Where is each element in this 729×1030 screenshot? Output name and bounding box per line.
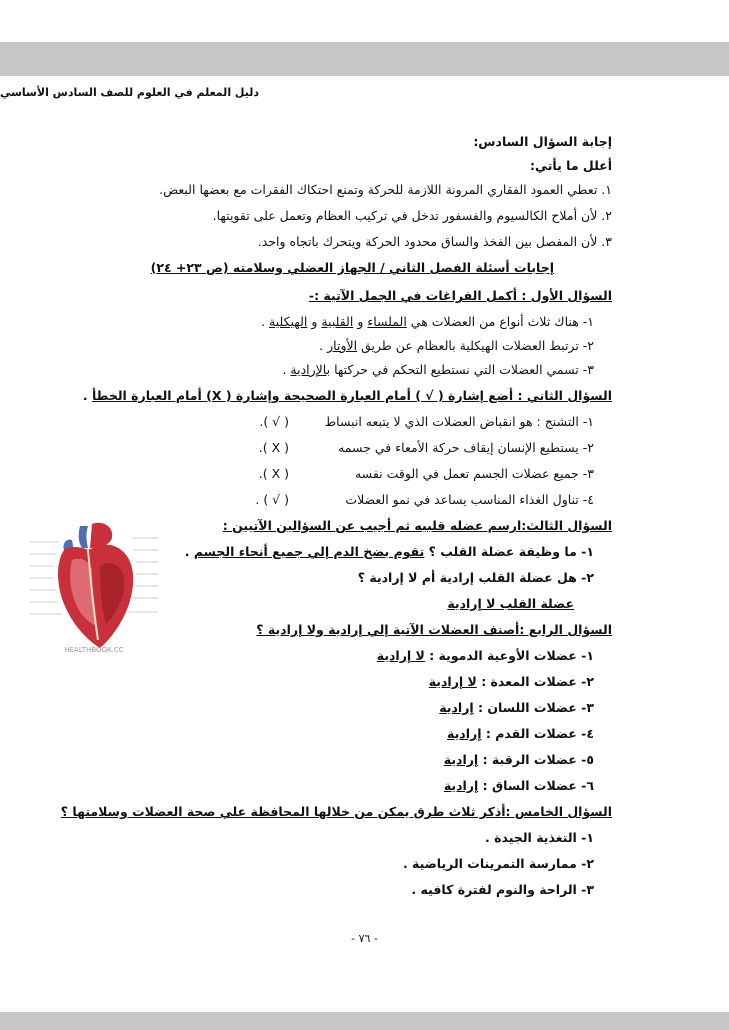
q2-item-mark: ( √ ). [259,414,289,429]
q3-answer-1 [185,544,594,560]
top-band [0,42,729,76]
q4-item-text: ٢- عضلات المعدة : [476,674,594,689]
q4-item-text: ٥- عضلات الرقبة : [478,752,594,767]
q6-title: إجابة السؤال السادس: [473,134,612,149]
bottom-band [0,1012,729,1030]
q1-line-3 [282,362,594,378]
q4-item-text: ٦- عضلات الساق : [478,778,594,793]
q2-title-end: . [82,388,92,403]
q1-line-2 [319,338,594,354]
q1-answer: الملساء [367,314,407,329]
q5-item: ٢- ممارسة التمرينات الرياضية . [402,856,594,871]
q2-item-text: ٢- يستطيع الإنسان إيقاف حركة الأمعاء في جسمه [338,440,594,455]
q4-item-text: ٣- عضلات اللسان : [473,700,594,715]
page-header: دليل المعلم في العلوم للصف السادس الأساسي [0,86,259,99]
q2-item-mark: ( √ ) . [255,492,289,507]
q6-item: ٣. لأن المفصل بين الفخذ والساق محدود الحركة ويتحرك باتجاه واحد. [257,234,612,249]
q6-subtitle: أعلل ما يأتي: [530,158,612,173]
q4-title: السؤال الرابع :أصنف العضلات الآتية إلي إرادية ولا إرادية ؟ [256,622,612,637]
page-number: - ٧٦ - [351,932,378,945]
q3-question-2: ٢- هل عضلة القلب إرادية أم لا إرادية ؟ [357,570,594,585]
q4-item-answer: لا إرادية [376,648,425,663]
q1-end: . [282,362,291,377]
q4-item [377,648,594,664]
q1-title: السؤال الأول : أكمل الفراغات في الجمل الآتية :- [308,288,612,303]
q6-item: ٢. لأن أملاح الكالسيوم والفسفور تدخل في تركيب العظام وتعمل على تقويتها. [212,208,612,223]
q1-text: ١- هناك ثلاث أنواع من العضلات هي [410,314,594,329]
heart-diagram-image [28,520,160,656]
q4-item [439,700,594,716]
q4-item [447,726,594,742]
q4-item [444,778,594,794]
q1-answer: الهيكلية [269,314,308,329]
q4-item [444,752,594,768]
q4-item-answer: لا إرادية [428,674,477,689]
q2-item-text: ٤- تناول الغذاء المناسب يساعد في نمو العضلات [345,492,594,507]
q2-item-mark: ( X ). [258,466,289,481]
q3-end: . [184,544,194,559]
q3-question: ١- ما وظيفة عضلة القلب ؟ [424,544,594,559]
q4-item-answer: إرادية [439,700,474,715]
q6-item: ١. تعطي العمود الفقاري المرونة اللازمة للحركة وتمنع احتكاك الفقرات مع بعضها البعض. [159,182,612,197]
q4-item-answer: إرادية [447,726,482,741]
q1-sep: و [353,314,368,329]
q2-item-text: ٣- جميع عضلات الجسم تعمل في الوقت نفسه [354,466,594,481]
q4-item-text: ١- عضلات الأوعية الدموية : [424,648,594,663]
q4-item-answer: إرادية [443,752,479,767]
q1-answer: الأوتار [327,338,358,353]
q1-text: ٣- تسمي العضلات التي نستطيع التحكم في حركتها [330,362,594,377]
q1-end: . [261,314,270,329]
q4-item [429,674,594,690]
heart-image-label: HEALTHBOOK.CC [64,646,124,654]
q2-item-mark: ( X ). [258,440,289,455]
q5-title: السؤال الخامس :أذكر ثلاث طرق يمكن من خلالها المحافظة علي صحة العضلات وسلامتها ؟ [60,804,612,819]
q3-answer-2: عضلة القلب لا إرادية [447,596,574,611]
q1-sep: و [307,314,322,329]
q1-end: . [319,338,328,353]
unit-title: إجابات أسئلة الفصل الثاني / الجهاز العضلي وسلامته (ص ٢٣+ ٢٤) [150,260,554,275]
q5-item: ٣- الراحة والنوم لفترة كافيه . [411,882,594,897]
q1-answer: القلبية [321,314,354,329]
q3-title: السؤال الثالث:ارسم عضله قلبيه ثم أجيب عن السؤالين الآتيين : [222,518,612,533]
q2-title: السؤال الثاني : أضع إشارة ( √ ) أمام العبارة الصحيحة وإشارة ( X) أمام العبارة الخطأ [91,388,612,403]
q1-text: ٢- ترتبط العضلات الهيكلية بالعظام عن طريق [361,338,594,353]
q2-item-text: ١- التشنج : هو انقباض العضلات الذي لا يتبعه انبساط [324,414,594,429]
q2-title-line [83,388,612,404]
q4-item-text: ٤- عضلات القدم : [481,726,594,741]
q5-item: ١- التغذية الجيدة . [485,830,594,845]
q4-item-answer: إرادية [443,778,479,793]
q1-line-1 [261,314,594,330]
q1-answer: بالإرادية [290,362,331,377]
q3-answer: تقوم بضخ الدم إلي جميع أنحاء الجسم [193,544,425,559]
